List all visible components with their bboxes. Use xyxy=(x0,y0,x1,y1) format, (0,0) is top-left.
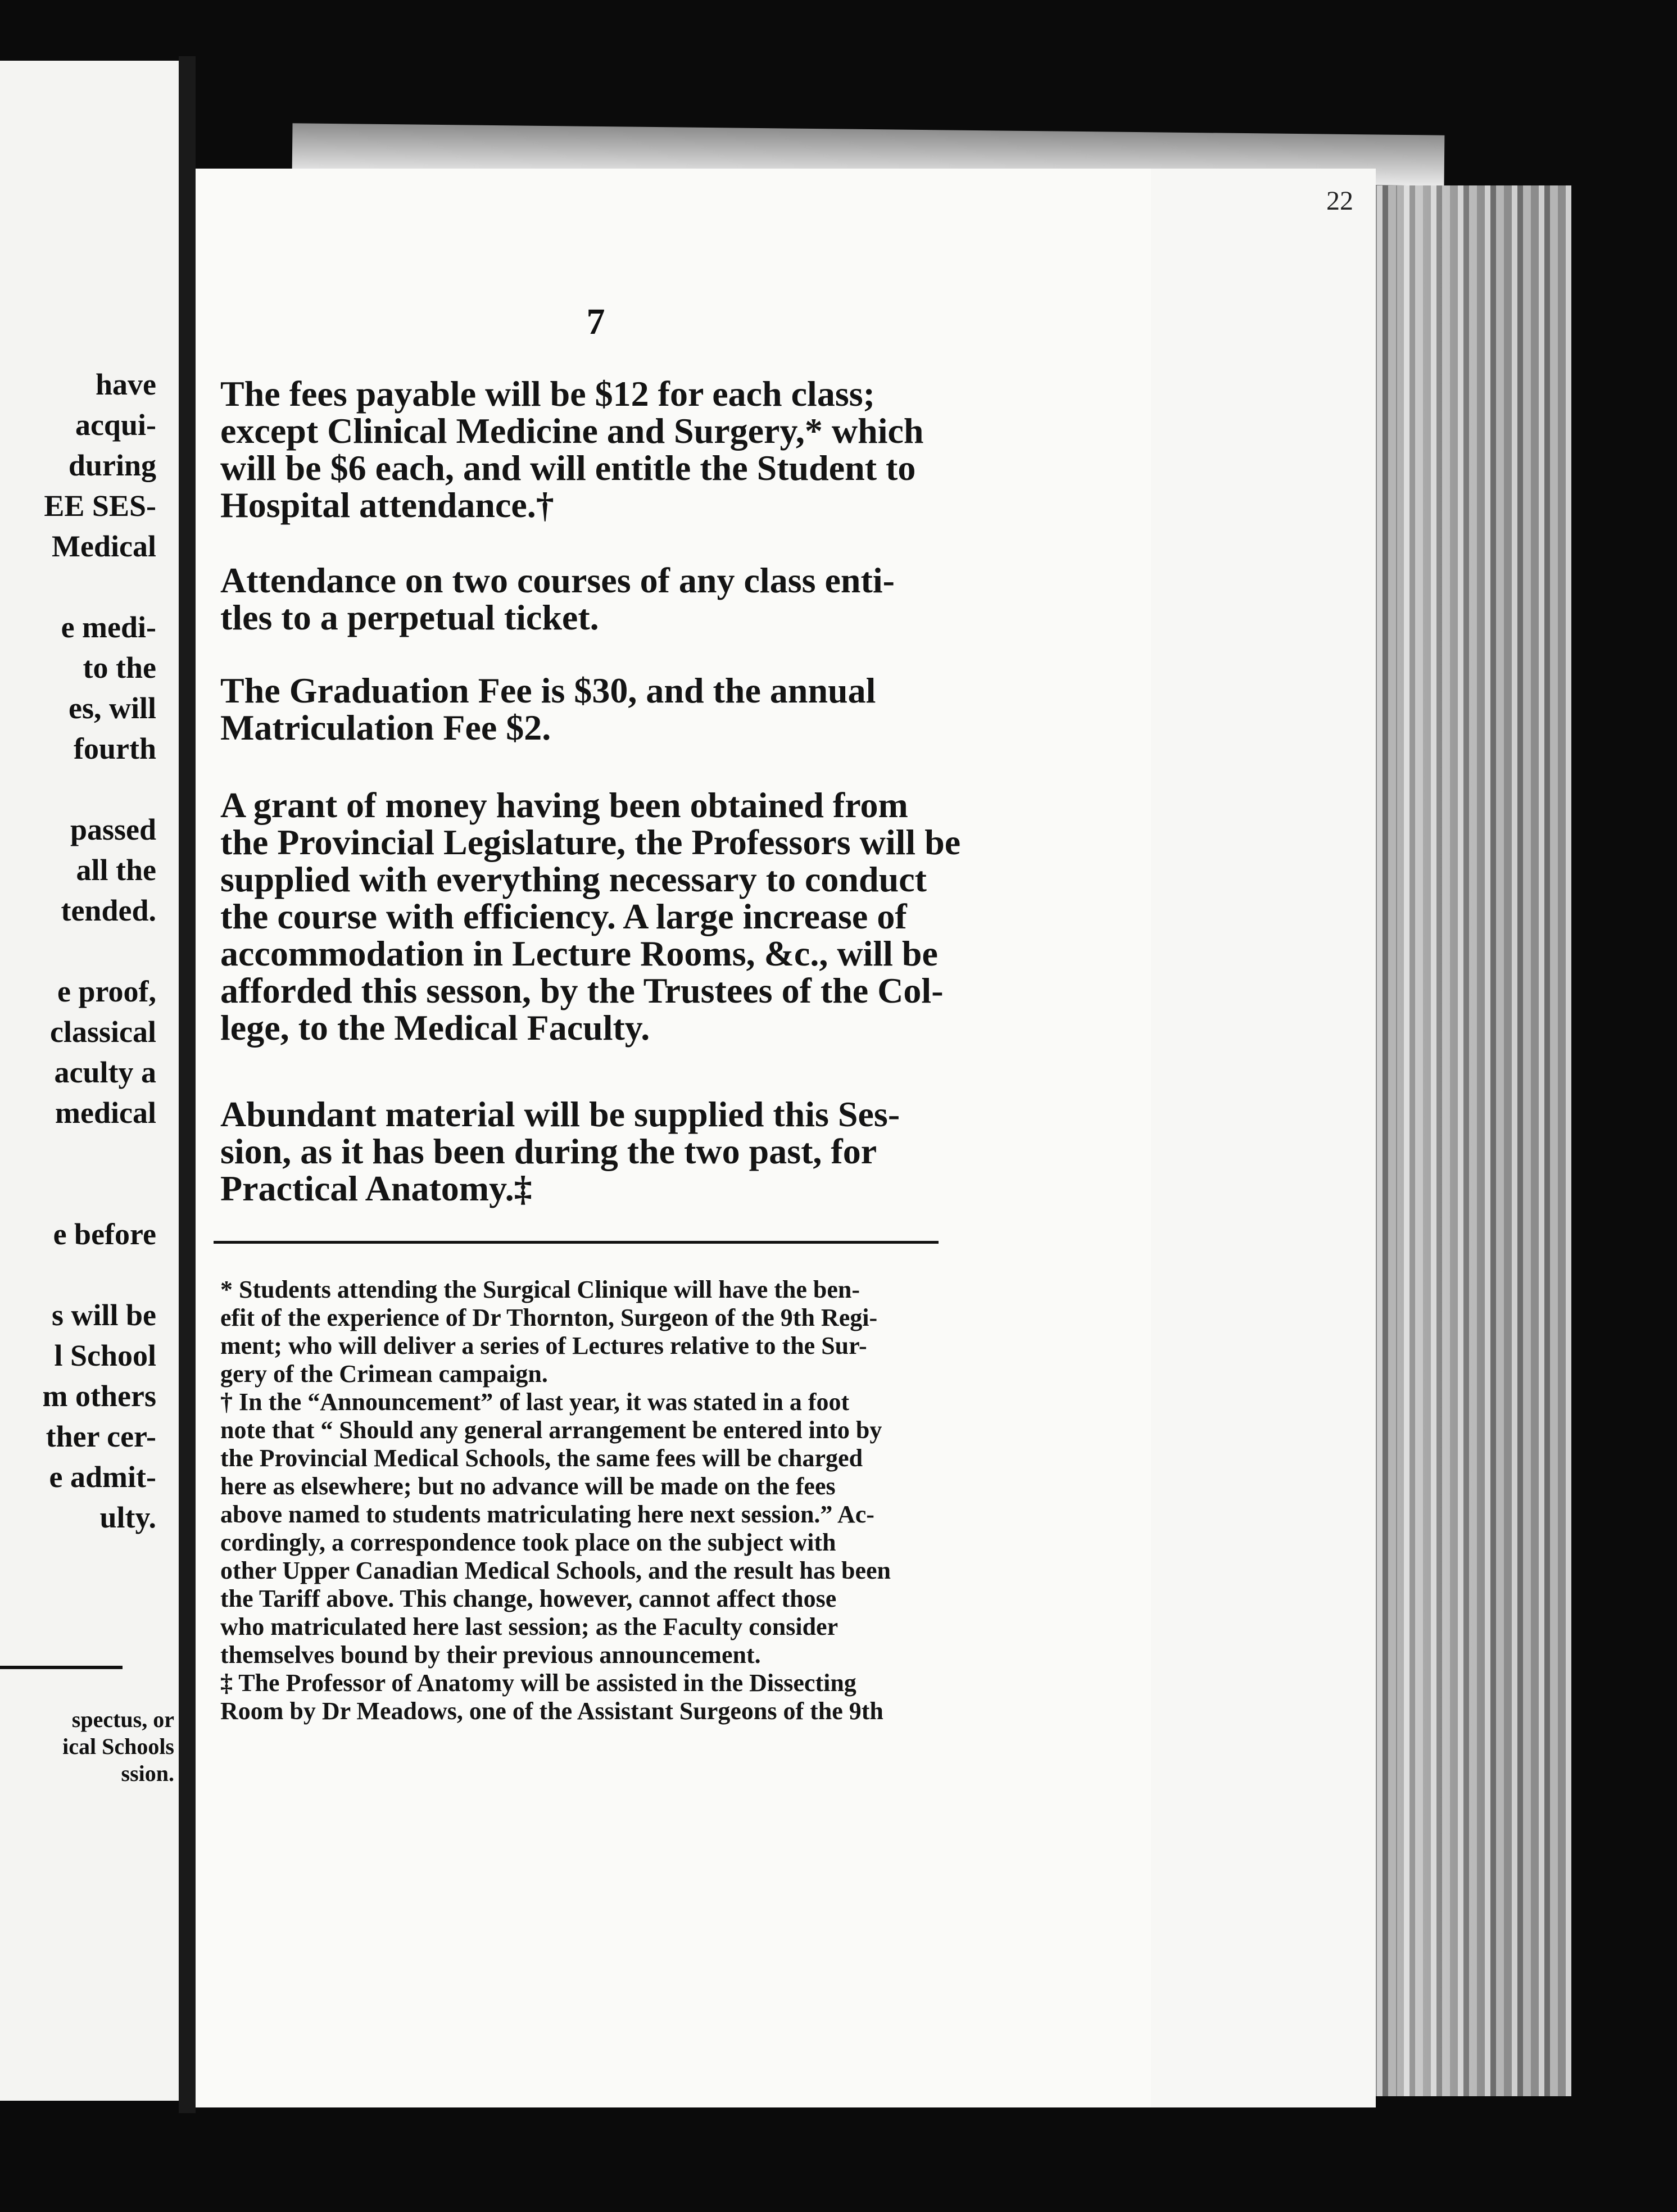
footnote-line: other Upper Canadian Medical Schools, and the result has been xyxy=(220,1557,891,1584)
left-line: classical xyxy=(50,1015,156,1049)
left-line: e admit- xyxy=(49,1460,156,1494)
text-line: supplied with everything necessary to conduct xyxy=(220,859,927,899)
left-line-gap xyxy=(0,1133,156,1173)
left-footnote-line: ssion. xyxy=(121,1761,174,1786)
left-line: m others xyxy=(42,1379,156,1413)
paragraph-attendance xyxy=(220,562,962,636)
left-line: to the xyxy=(83,651,156,685)
left-footnote-rule xyxy=(0,1666,123,1669)
left-line: tended. xyxy=(61,894,156,927)
footnote-line: ment; who will deliver a series of Lectures relative to the Sur- xyxy=(220,1332,867,1359)
paragraph-anatomy-material xyxy=(220,1096,962,1207)
text-line: Practical Anatomy.‡ xyxy=(220,1168,532,1208)
text-line: A grant of money having been obtained from xyxy=(220,785,908,825)
left-line: fourth xyxy=(74,732,156,765)
left-line: all the xyxy=(76,853,156,887)
left-line: passed xyxy=(70,813,156,846)
left-footnote-line: ical Schools xyxy=(62,1734,174,1759)
left-line-gap xyxy=(0,1254,156,1295)
text-line: The fees payable will be $12 for each class; xyxy=(220,374,875,414)
left-line: aculty a xyxy=(54,1055,156,1089)
left-line-gap xyxy=(0,566,156,607)
book-fore-edge-highlight xyxy=(1397,185,1493,2096)
left-line: EE SES- xyxy=(44,489,156,523)
text-line: except Clinical Medicine and Surgery,* which xyxy=(220,411,924,451)
footnote-line: themselves bound by their previous announcement. xyxy=(220,1641,761,1669)
footnotes xyxy=(220,1276,945,1725)
footnote-line: efit of the experience of Dr Thornton, Surgeon of the 9th Regi- xyxy=(220,1304,878,1331)
text-line: sion, as it has been during the two past, for xyxy=(220,1131,877,1171)
footnote-line: † In the “Announcement” of last year, it was stated in a foot xyxy=(220,1388,850,1416)
footnote-rule xyxy=(214,1241,939,1244)
left-page-text xyxy=(0,364,156,1538)
left-line: e medi- xyxy=(61,610,156,644)
text-line: The Graduation Fee is $30, and the annual xyxy=(220,670,876,710)
left-line: acqui- xyxy=(75,408,156,442)
left-line: ther cer- xyxy=(46,1420,156,1453)
left-line: e proof, xyxy=(57,974,156,1008)
paragraph-fees xyxy=(220,375,962,524)
footnote-line: the Provincial Medical Schools, the same fees will be charged xyxy=(220,1444,863,1472)
left-page-fragment xyxy=(0,61,179,2101)
footnote-line: * Students attending the Surgical Clinique will have the ben- xyxy=(220,1276,860,1303)
left-line-gap xyxy=(0,769,156,809)
text-line: lege, to the Medical Faculty. xyxy=(220,1008,650,1048)
text-line: afforded this sesson, by the Trustees of the Col- xyxy=(220,971,944,1010)
left-line-gap xyxy=(0,931,156,971)
footnote-line: Room by Dr Meadows, one of the Assistant Surgeons of the 9th xyxy=(220,1697,883,1725)
left-line-gap xyxy=(0,1173,156,1214)
left-line: ulty. xyxy=(99,1501,156,1534)
left-line: Medical xyxy=(52,529,156,563)
left-footnote-line: spectus, or xyxy=(71,1707,174,1732)
left-line: l School xyxy=(54,1339,156,1372)
text-line: Attendance on two courses of any class enti- xyxy=(220,560,895,600)
text-line: Abundant material will be supplied this Ses- xyxy=(220,1094,900,1134)
text-line: the course with efficiency. A large increase of xyxy=(220,896,907,936)
text-line: Matriculation Fee $2. xyxy=(220,708,551,747)
text-line: the Provincial Legislature, the Professors will be xyxy=(220,822,961,862)
left-line: es, will xyxy=(69,691,156,725)
footnote-line: gery of the Crimean campaign. xyxy=(220,1360,548,1388)
footnote-line: ‡ The Professor of Anatomy will be assisted in the Dissecting xyxy=(220,1669,856,1697)
footnote-line: the Tariff above. This change, however, cannot affect those xyxy=(220,1585,837,1612)
footnote-line: here as elsewhere; but no advance will be made on the fees xyxy=(220,1472,836,1500)
book-gutter xyxy=(179,56,196,2113)
left-line: s will be xyxy=(51,1298,156,1332)
text-line: accommodation in Lecture Rooms, &c., will be xyxy=(220,933,938,973)
left-footnote xyxy=(6,1706,174,1787)
text-line: Hospital attendance.† xyxy=(220,485,554,525)
paragraph-grant xyxy=(220,787,962,1046)
left-line: e before xyxy=(53,1217,156,1251)
left-line: have xyxy=(96,368,156,401)
page-number: 7 xyxy=(586,301,605,342)
paragraph-graduation-fee xyxy=(220,672,962,746)
left-line: medical xyxy=(55,1096,156,1130)
footnote-line: above named to students matriculating here next session.” Ac- xyxy=(220,1501,874,1528)
corner-mark: 22 xyxy=(1326,186,1353,216)
footnote-line: cordingly, a correspondence took place on the subject with xyxy=(220,1529,836,1556)
text-line: tles to a perpetual ticket. xyxy=(220,597,599,637)
footnote-line: who matriculated here last session; as the Faculty consider xyxy=(220,1613,838,1640)
text-line: will be $6 each, and will entitle the Student to xyxy=(220,448,916,488)
left-line: during xyxy=(68,448,156,482)
footnote-line: note that “ Should any general arrangement be entered into by xyxy=(220,1416,882,1444)
